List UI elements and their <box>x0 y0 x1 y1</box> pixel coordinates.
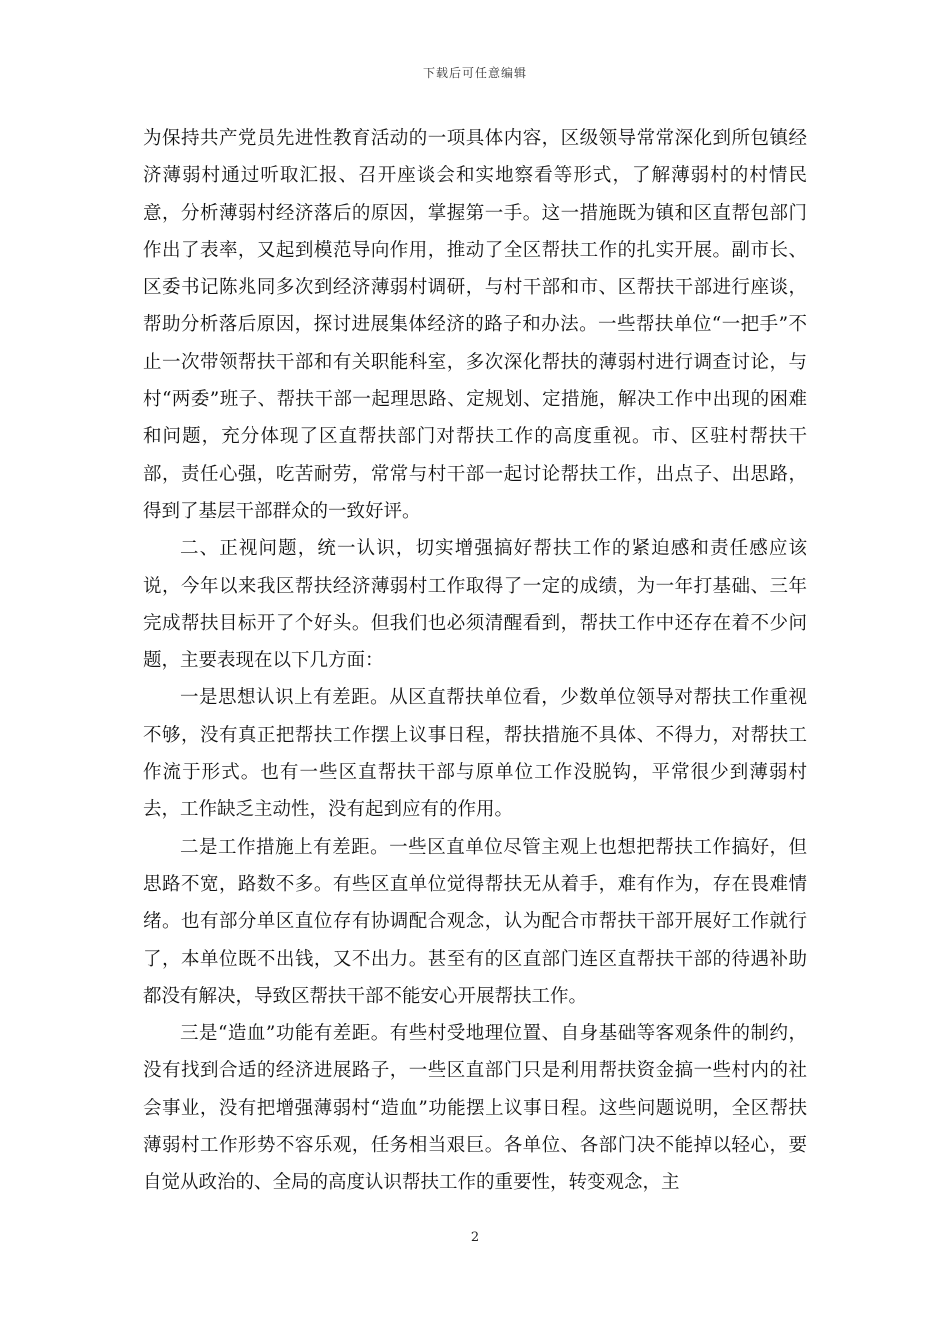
paragraph-5: 三是“造血”功能有差距。有些村受地理位置、自身基础等客观条件的制约，没有找到合适的经济进展路子，一些区直部门只是利用帮扶资金搞一些村内的社会事业，没有把增强薄弱村“造血”功能摆上议事日程。这些问题说明，全区帮扶薄弱村工作形势不容乐观，任务相当艰巨。各单位、各部门决不能掉以轻心，要自觉从政治的、全局的高度认识帮扶工作的重要性，转变观念，主 <box>143 1023 807 1194</box>
paragraph-1: 为保持共产党员先进性教育活动的一项具体内容，区级领导常常深化到所包镇经济薄弱村通过听取汇报、召开座谈会和实地察看等形式，了解薄弱村的村情民意，分析薄弱村经济落后的原因，掌握第一手。这一措施既为镇和区直帮包部门作出了表率，又起到模范导向作用，推动了全区帮扶工作的扎实开展。副市长、区委书记陈兆同多次到经济薄弱村调研，与村干部和市、区帮扶干部进行座谈，帮助分析落后原因，探讨进展集体经济的路子和办法。一些帮扶单位“一把手”不止一次带领帮扶干部和有关职能科室，多次深化帮扶的薄弱村进行调查讨论，与村“两委”班子、帮扶干部一起理思路、定规划、定措施，解决工作中出现的困难和问题，充分体现了区直帮扶部门对帮扶工作的高度重视。市、区驻村帮扶干部，责任心强，吃苦耐劳，常常与村干部一起讨论帮扶工作，出点子、出思路，得到了基层干部群众的一致好评。 <box>143 128 807 522</box>
paragraph-3: 一是思想认识上有差距。从区直帮扶单位看，少数单位领导对帮扶工作重视不够，没有真正把帮扶工作摆上议事日程，帮扶措施不具体、不得力，对帮扶工作流于形式。也有一些区直帮扶干部与原单位工作没脱钩，平常很少到薄弱村去，工作缺乏主动性，没有起到应有的作用。 <box>143 687 807 821</box>
page-header: 下载后可任意编辑 <box>422 66 527 80</box>
page-number: 2 <box>470 1230 480 1245</box>
paragraph-4: 二是工作措施上有差距。一些区直单位尽管主观上也想把帮扶工作搞好，但思路不宽，路数不多。有些区直单位觉得帮扶无从着手，难有作为，存在畏难情绪。也有部分单区直位存有协调配合观念，认为配合市帮扶干部开展好工作就行了，本单位既不出钱，又不出力。甚至有的区直部门连区直帮扶干部的待遇补助都没有解决，导致区帮扶干部不能安心开展帮扶工作。 <box>143 836 807 1007</box>
document-body <box>143 120 807 1202</box>
paragraph-2: 二、正视问题，统一认识，切实增强搞好帮扶工作的紧迫感和责任感应该说，今年以来我区帮扶经济薄弱村工作取得了一定的成绩，为一年打基础、三年完成帮扶目标开了个好头。但我们也必须清醒看到，帮扶工作中还存在着不少问题，主要表现在以下几方面： <box>143 538 807 672</box>
